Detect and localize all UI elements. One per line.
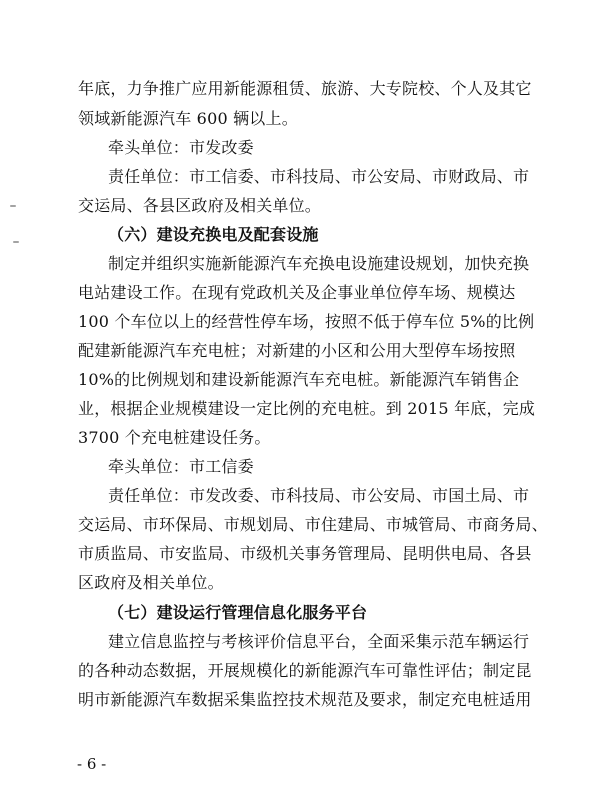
body-text-line: 市质监局、市安监局、市级机关事务管理局、昆明供电局、各县: [78, 544, 532, 563]
body-text-line: 100 个车位以上的经营性停车场，按照不低于停车位 5%的比例: [78, 312, 535, 331]
body-text-line: 区政府及相关单位。: [78, 573, 224, 592]
body-text-line: 制定并组织实施新能源汽车充换电设施建设规划，加快充换: [108, 254, 530, 273]
body-text-line: 年底，力争推广应用新能源租赁、旅游、大专院校、个人及其它: [78, 79, 532, 98]
responsible-unit-line: 责任单位：市工信委、市科技局、市公安局、市财政局、市: [108, 167, 530, 186]
lead-unit-line: 牵头单位：市发改委: [108, 138, 254, 157]
body-text-line: 交运局、市环保局、市规划局、市住建局、市城管局、市商务局、: [78, 515, 548, 534]
body-text-line: 10%的比例规划和建设新能源汽车充电桩。新能源汽车销售企: [78, 370, 520, 389]
scan-speck: [13, 241, 19, 243]
body-text-line: 电站建设工作。在现有党政机关及企事业单位停车场、规模达: [78, 283, 516, 302]
body-text-line: 配建新能源汽车充电桩；对新建的小区和公用大型停车场按照: [78, 341, 516, 360]
responsible-unit-line: 责任单位：市发改委、市科技局、市公安局、市国土局、市: [108, 486, 530, 505]
scan-speck: [10, 205, 16, 207]
page-number: - 6 -: [77, 755, 107, 773]
section-heading-six: （六）建设充换电及配套设施: [108, 225, 319, 244]
body-text-line: 3700 个充电桩建设任务。: [78, 428, 271, 447]
body-text-line: 明市新能源汽车数据采集监控技术规范及要求，制定充电桩适用: [78, 690, 532, 709]
body-text-line: 的各种动态数据，开展规模化的新能源汽车可靠性评估；制定昆: [78, 661, 532, 680]
body-text-line: 领域新能源汽车 600 辆以上。: [78, 109, 298, 128]
lead-unit-line: 牵头单位：市工信委: [108, 457, 254, 476]
body-text-line: 交运局、各县区政府及相关单位。: [78, 196, 322, 215]
body-text-line: 建立信息监控与考核评价信息平台，全面采集示范车辆运行: [108, 632, 530, 651]
body-text-line: 业，根据企业规模建设一定比例的充电桩。到 2015 年底，完成: [78, 399, 536, 418]
section-heading-seven: （七）建设运行管理信息化服务平台: [108, 603, 368, 622]
